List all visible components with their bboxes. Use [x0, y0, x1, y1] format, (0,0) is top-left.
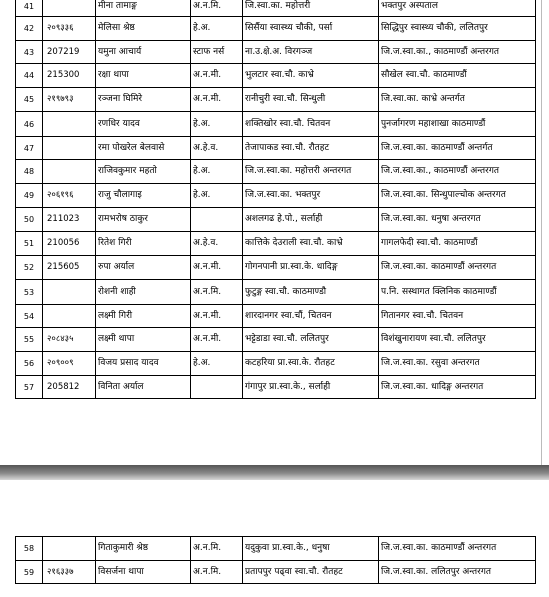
staff-id: 211023: [43, 208, 96, 232]
employee-name: विजय प्रसाद यादव: [96, 352, 191, 376]
transfer-to: जि.ज.स्वा.का. रसुवा अन्तरगत: [379, 352, 536, 376]
table-row: [16, 184, 536, 208]
staff-id: [43, 160, 96, 184]
staff-id: [43, 0, 96, 17]
transfer-to: सौखेल स्वा.चौ. काठमाण्डौं: [379, 64, 536, 88]
post: अ.न.मि.: [191, 0, 243, 17]
transfer-to: जि.ज.स्वा.का. काठमाण्डौं अन्तरगत: [379, 537, 536, 561]
table-row: [16, 232, 536, 256]
staff-id: 215605: [43, 256, 96, 280]
employee-name: लक्ष्मी गिरी: [96, 305, 191, 328]
employee-name: रामभरोष ठाकुर: [96, 208, 191, 232]
transfer-to: विशंखुनारायण स्वा.चौ. ललितपुर: [379, 328, 536, 352]
transfer-to: जि.ज.स्वा.का. सिन्धुपाल्चोक अन्तरगत: [379, 184, 536, 208]
post: हे.अ.: [191, 184, 243, 208]
transfer-from: शारदानगर स्वा.चौं, चितवन: [243, 305, 379, 328]
table-row: [16, 137, 536, 160]
transfer-from: गंगापुर प्रा.स्वा.के., सर्लाही: [243, 376, 379, 399]
post: अ.न.मि.: [191, 537, 243, 561]
transfer-to: गितानगर स्वा.चौ. चितवन: [379, 305, 536, 328]
row-number: 46: [16, 112, 43, 137]
post: अ.न.मि.: [191, 280, 243, 305]
transfer-to: जि.ज.स्वा.का. काठमाण्डौं अन्तरगत: [379, 256, 536, 280]
employee-name: रणधिर यादव: [96, 112, 191, 137]
post: अ.न.मी.: [191, 328, 243, 352]
staff-id: [43, 305, 96, 328]
page-separator: [0, 465, 549, 480]
employee-name: राजु चौलागाइ: [96, 184, 191, 208]
table-row: [16, 537, 536, 561]
transfer-from: प्रतापपुर पढ्वा स्वा.चौ. रौतहट: [243, 561, 379, 584]
post: अ.न.मि.: [191, 561, 243, 584]
post: अ.न.मी.: [191, 88, 243, 112]
row-number: 44: [16, 64, 43, 88]
transfer-from: जि.ज.स्वा.का. भक्तपुर: [243, 184, 379, 208]
post: हे.अ.: [191, 160, 243, 184]
staff-id: २१९७९३: [43, 88, 96, 112]
transfer-from: भट्टेडाडा स्वा.चौ. ललितपुर: [243, 328, 379, 352]
employee-name: रञ्जना घिमिरे: [96, 88, 191, 112]
employee-name: राजिवकुमार महतो: [96, 160, 191, 184]
row-number: 43: [16, 41, 43, 64]
post: अ.न.मी.: [191, 305, 243, 328]
row-number: 52: [16, 256, 43, 280]
transfer-table-page-1: [15, 0, 536, 399]
row-number: 41: [16, 0, 43, 17]
table-row: [16, 256, 536, 280]
row-number: 57: [16, 376, 43, 399]
transfer-from: गोगनपानी प्रा.स्वा.के. धादिङ्ग: [243, 256, 379, 280]
transfer-to: जि.स्वा.का. काभ्रे अन्तर्गत: [379, 88, 536, 112]
post: हे.अ.: [191, 352, 243, 376]
transfer-to: जि.ज.स्वा.का. धनुषा अन्तरगत: [379, 208, 536, 232]
transfer-from: जि.ज.स्वा.का. महोत्तरी अन्तरगत: [243, 160, 379, 184]
table-row: [16, 112, 536, 137]
employee-name: गिताकुमारी श्रेष्ठ: [96, 537, 191, 561]
transfer-from: फुटुङ्ग स्वा.चौ. काठमाण्डौ: [243, 280, 379, 305]
page-edge: [541, 0, 542, 465]
table-row: [16, 280, 536, 305]
transfer-to: भक्तपुर अस्पताल: [379, 0, 536, 17]
row-number: 47: [16, 137, 43, 160]
post: [191, 208, 243, 232]
table-row: [16, 64, 536, 88]
post: [191, 376, 243, 399]
table-row: [16, 352, 536, 376]
transfer-from: कटहरिया प्रा.स्वा.के. रौतहट: [243, 352, 379, 376]
row-number: 51: [16, 232, 43, 256]
transfer-to: जि.ज.स्वा.का., काठमाण्डौं अन्तरगत: [379, 160, 536, 184]
table-row: [16, 305, 536, 328]
transfer-to: जि.ज.स्वा.का., काठमाण्डौं अन्तरगत: [379, 41, 536, 64]
employee-name: रुपा अर्याल: [96, 256, 191, 280]
staff-id: २०९३३६: [43, 17, 96, 41]
employee-name: विनिता अर्याल: [96, 376, 191, 399]
row-number: 48: [16, 160, 43, 184]
transfer-table-page-2: [15, 536, 536, 584]
row-number: 42: [16, 17, 43, 41]
row-number: 49: [16, 184, 43, 208]
table-row: [16, 160, 536, 184]
staff-id: २१६३३७: [43, 561, 96, 584]
staff-id: [43, 137, 96, 160]
post: अ.हे.व.: [191, 137, 243, 160]
transfer-to: जि.ज.स्वा.का. काठमाण्डौं अन्तर्गत: [379, 137, 536, 160]
post: अ.हे.व.: [191, 232, 243, 256]
document-page-2: [0, 480, 549, 597]
transfer-from: ना.उ.क्षे.अ. विरगञ्ज: [243, 41, 379, 64]
transfer-to: गागलफेदी स्वा.चौ. काठमाण्डौं: [379, 232, 536, 256]
transfer-from: भुलटार स्वा.चौ. काभ्रे: [243, 64, 379, 88]
table-row: [16, 208, 536, 232]
transfer-from: यदुकुवा प्रा.स्वा.के., धनुषा: [243, 537, 379, 561]
employee-name: लक्ष्मी थापा: [96, 328, 191, 352]
staff-id: [43, 112, 96, 137]
post: हे.अ.: [191, 17, 243, 41]
employee-name: यमुना आचार्य: [96, 41, 191, 64]
row-number: 56: [16, 352, 43, 376]
table-row: [16, 41, 536, 64]
transfer-to: जि.ज.स्वा.का. धादिङ्ग अन्तरगत: [379, 376, 536, 399]
staff-id: २०९००९: [43, 352, 96, 376]
staff-id: 205812: [43, 376, 96, 399]
row-number: 58: [16, 537, 43, 561]
staff-id: [43, 537, 96, 561]
table-row: [16, 328, 536, 352]
transfer-from: सिर्सैया स्वास्थ्य चौकी, पर्सा: [243, 17, 379, 41]
row-number: 54: [16, 305, 43, 328]
table-row: [16, 376, 536, 399]
post: अ.न.मी.: [191, 64, 243, 88]
staff-id: [43, 280, 96, 305]
employee-name: रक्षा थापा: [96, 64, 191, 88]
transfer-from: अशलगढ हे.पो., सर्लाही: [243, 208, 379, 232]
post: स्टाफ नर्स: [191, 41, 243, 64]
transfer-from: तेजापाकड स्वा.चौ. रौतहट: [243, 137, 379, 160]
employee-name: मेलिसा श्रेष्ठ: [96, 17, 191, 41]
staff-id: २०८४३५: [43, 328, 96, 352]
transfer-to: प.नि. सस्थागत क्लिनिक काठमाण्डौं: [379, 280, 536, 305]
row-number: 55: [16, 328, 43, 352]
staff-id: 215300: [43, 64, 96, 88]
table-row: [16, 17, 536, 41]
post: हे.अ.: [191, 112, 243, 137]
employee-name: रोशनी शाही: [96, 280, 191, 305]
transfer-to: सिद्धिपुर स्वास्थ्य चौकी, ललितपुर: [379, 17, 536, 41]
staff-id: 207219: [43, 41, 96, 64]
transfer-from: जि.स्वा.का. महोत्तरी: [243, 0, 379, 17]
staff-id: २०६१९६: [43, 184, 96, 208]
transfer-to: जि.ज.स्वा.का. ललितपुर अन्तरगत: [379, 561, 536, 584]
employee-name: रितेश गिरी: [96, 232, 191, 256]
row-number: 59: [16, 561, 43, 584]
transfer-from: कात्तिके देउराली स्वा.चौ. काभ्रे: [243, 232, 379, 256]
staff-id: 210056: [43, 232, 96, 256]
row-number: 53: [16, 280, 43, 305]
employee-name: रमा पोखरेल बेलवासे: [96, 137, 191, 160]
table-row: [16, 88, 536, 112]
transfer-to: पुनर्जागरण महाशाखा काठमाण्डौं: [379, 112, 536, 137]
post: अ.न.मी.: [191, 256, 243, 280]
employee-name: मीना तामाङ्ग: [96, 0, 191, 17]
row-number: 45: [16, 88, 43, 112]
table-row: [16, 561, 536, 584]
employee-name: विसर्जना थापा: [96, 561, 191, 584]
row-number: 50: [16, 208, 43, 232]
transfer-from: शक्तिखोर स्वा.चौ. चितवन: [243, 112, 379, 137]
table-row: [16, 0, 536, 17]
transfer-from: रानीचुरी स्वा.चौ. सिन्धुली: [243, 88, 379, 112]
